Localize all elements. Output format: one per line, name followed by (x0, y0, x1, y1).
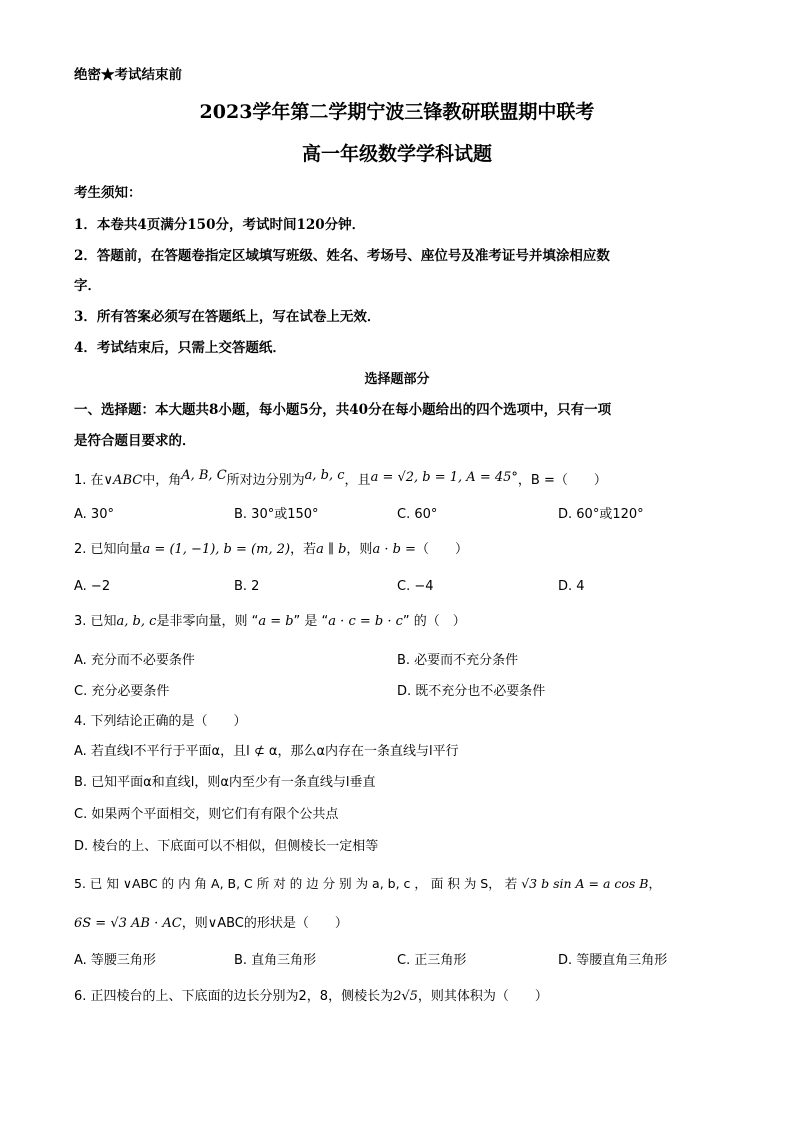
q5-option-a: A. 等腰三角形 (74, 953, 156, 968)
notice-heading: 考生须知： (74, 185, 142, 201)
q3-option-b: B. 必要而不充分条件 (397, 653, 519, 668)
q3-option-c: C. 充分必要条件 (74, 684, 170, 699)
notice-item-4: 4．考试结束后，只需上交答题纸． (74, 340, 286, 356)
notice-item-2: 2．答题前，在答题卷指定区域填写班级、姓名、考场号、座位号及准考证号并填涂相应数 (74, 248, 610, 264)
exam-title: 2023学年第二学期宁波三锋教研联盟期中联考 (199, 101, 595, 123)
notice-item-1: 1．本卷共4页满分150分，考试时间120分钟． (74, 217, 366, 233)
section-title: 选择题部分 (364, 372, 430, 387)
q1-option-d: D. 60°或120° (558, 507, 644, 522)
q4-option-a: A. 若直线l不平行于平面α，且l ⊄ α，那么α内存在一条直线与l平行 (74, 744, 459, 759)
question-1: 1. 在∨ABC中，角A, B, C所对边分别为a, b, c，且a = √2, b = 1, A = 45°，B =（ ） (74, 468, 607, 488)
q5-option-d: D. 等腰直角三角形 (558, 953, 668, 968)
q1-option-c: C. 60° (397, 507, 438, 522)
q3-option-a: A. 充分而不必要条件 (74, 653, 195, 668)
q4-option-b: B. 已知平面α和直线l，则α内至少有一条直线与l垂直 (74, 775, 376, 790)
section-instruction-2: 是符合题目要求的． (74, 433, 196, 449)
q2-option-b: B. 2 (234, 579, 260, 594)
question-5-line-1: 5. 已 知 ∨ABC 的 内 角 A, B, C 所 对 的 边 分 别 为 a, b, c ， 面 积 为 S， 若 √3 b sin A = a cos B， (74, 876, 661, 891)
section-instruction-1: 一、选择题：本大题共8小题，每小题5分，共40分在每小题给出的四个选项中，只有一项 (74, 402, 612, 418)
q5-option-c: C. 正三角形 (397, 953, 467, 968)
question-3: 3. 已知a, b, c是非零向量，则 “a = b” 是 “a · c = b · c” 的（ ） (74, 614, 466, 629)
q2-option-d: D. 4 (558, 579, 585, 594)
q3-option-d: D. 既不充分也不必要条件 (397, 684, 546, 699)
notice-item-3: 3．所有答案必须写在答题纸上，写在试卷上无效． (74, 309, 381, 325)
q2-option-a: A. −2 (74, 579, 111, 594)
confidential-mark: 绝密★考试结束前 (74, 67, 182, 83)
exam-subtitle: 高一年级数学学科试题 (301, 143, 492, 165)
q5-option-b: B. 直角三角形 (234, 953, 317, 968)
question-2: 2. 已知向量a = (1, −1), b = (m, 2)，若a ∥ b，则a · b =（ ） (74, 542, 468, 557)
q2-option-c: C. −4 (397, 579, 434, 594)
question-4: 4. 下列结论正确的是（ ） (74, 714, 247, 729)
q4-option-d: D. 棱台的上、下底面可以不相似，但侧棱长一定相等 (74, 839, 379, 854)
notice-item-2-cont: 字． (74, 278, 101, 294)
q1-option-a: A. 30° (74, 507, 114, 522)
q1-option-b: B. 30°或150° (234, 507, 319, 522)
question-5-line-2: 6S = √3 AB · AC，则∨ABC的形状是（ ） (74, 916, 348, 931)
q4-option-c: C. 如果两个平面相交，则它们有有限个公共点 (74, 807, 339, 822)
question-6: 6. 正四棱台的上、下底面的边长分别为2，8，侧棱长为2√5，则其体积为（ ） (74, 989, 548, 1004)
